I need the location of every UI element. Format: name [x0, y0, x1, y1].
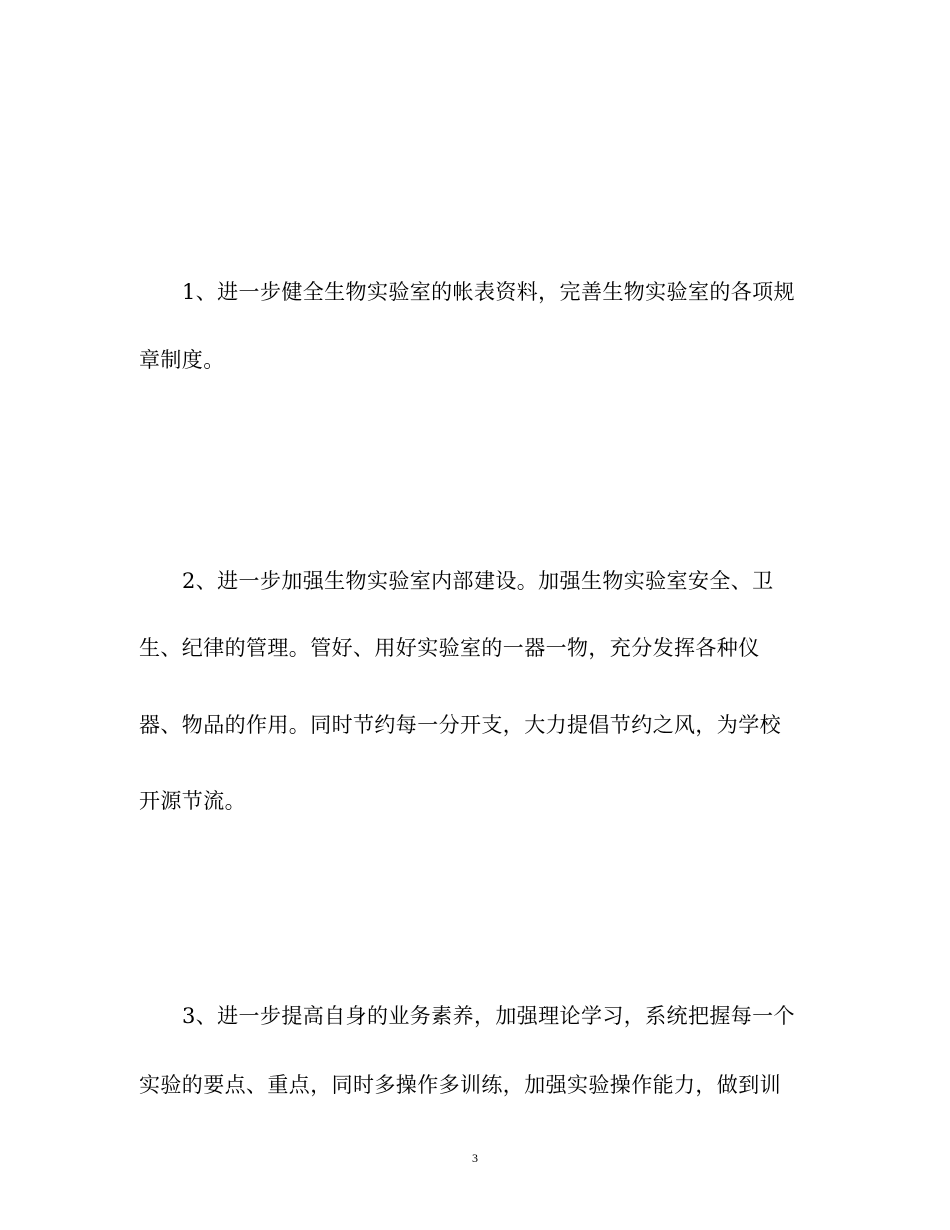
paragraph-line: 3、进一步提高自身的业务素养，加强理论学习，系统把握每一个 [182, 1004, 795, 1028]
page-number: 3 [472, 1151, 478, 1165]
paragraph-line: 章制度。 [139, 348, 225, 372]
paragraph-line: 实验的要点、重点，同时多操作多训练，加强实验操作能力，做到训 [139, 1073, 781, 1097]
paragraph-line: 器、物品的作用。同时节约每一分开支，大力提倡节约之风，为学校 [139, 713, 781, 737]
paragraph-line: 开源节流。 [139, 789, 246, 813]
paragraph-line: 1、进一步健全生物实验室的帐表资料，完善生物实验室的各项规 [182, 280, 795, 304]
paragraph-line: 2、进一步加强生物实验室内部建设。加强生物实验室安全、卫 [182, 569, 774, 593]
paragraph-line: 生、纪律的管理。管好、用好实验室的一器一物，充分发挥各种仪 [139, 636, 760, 660]
